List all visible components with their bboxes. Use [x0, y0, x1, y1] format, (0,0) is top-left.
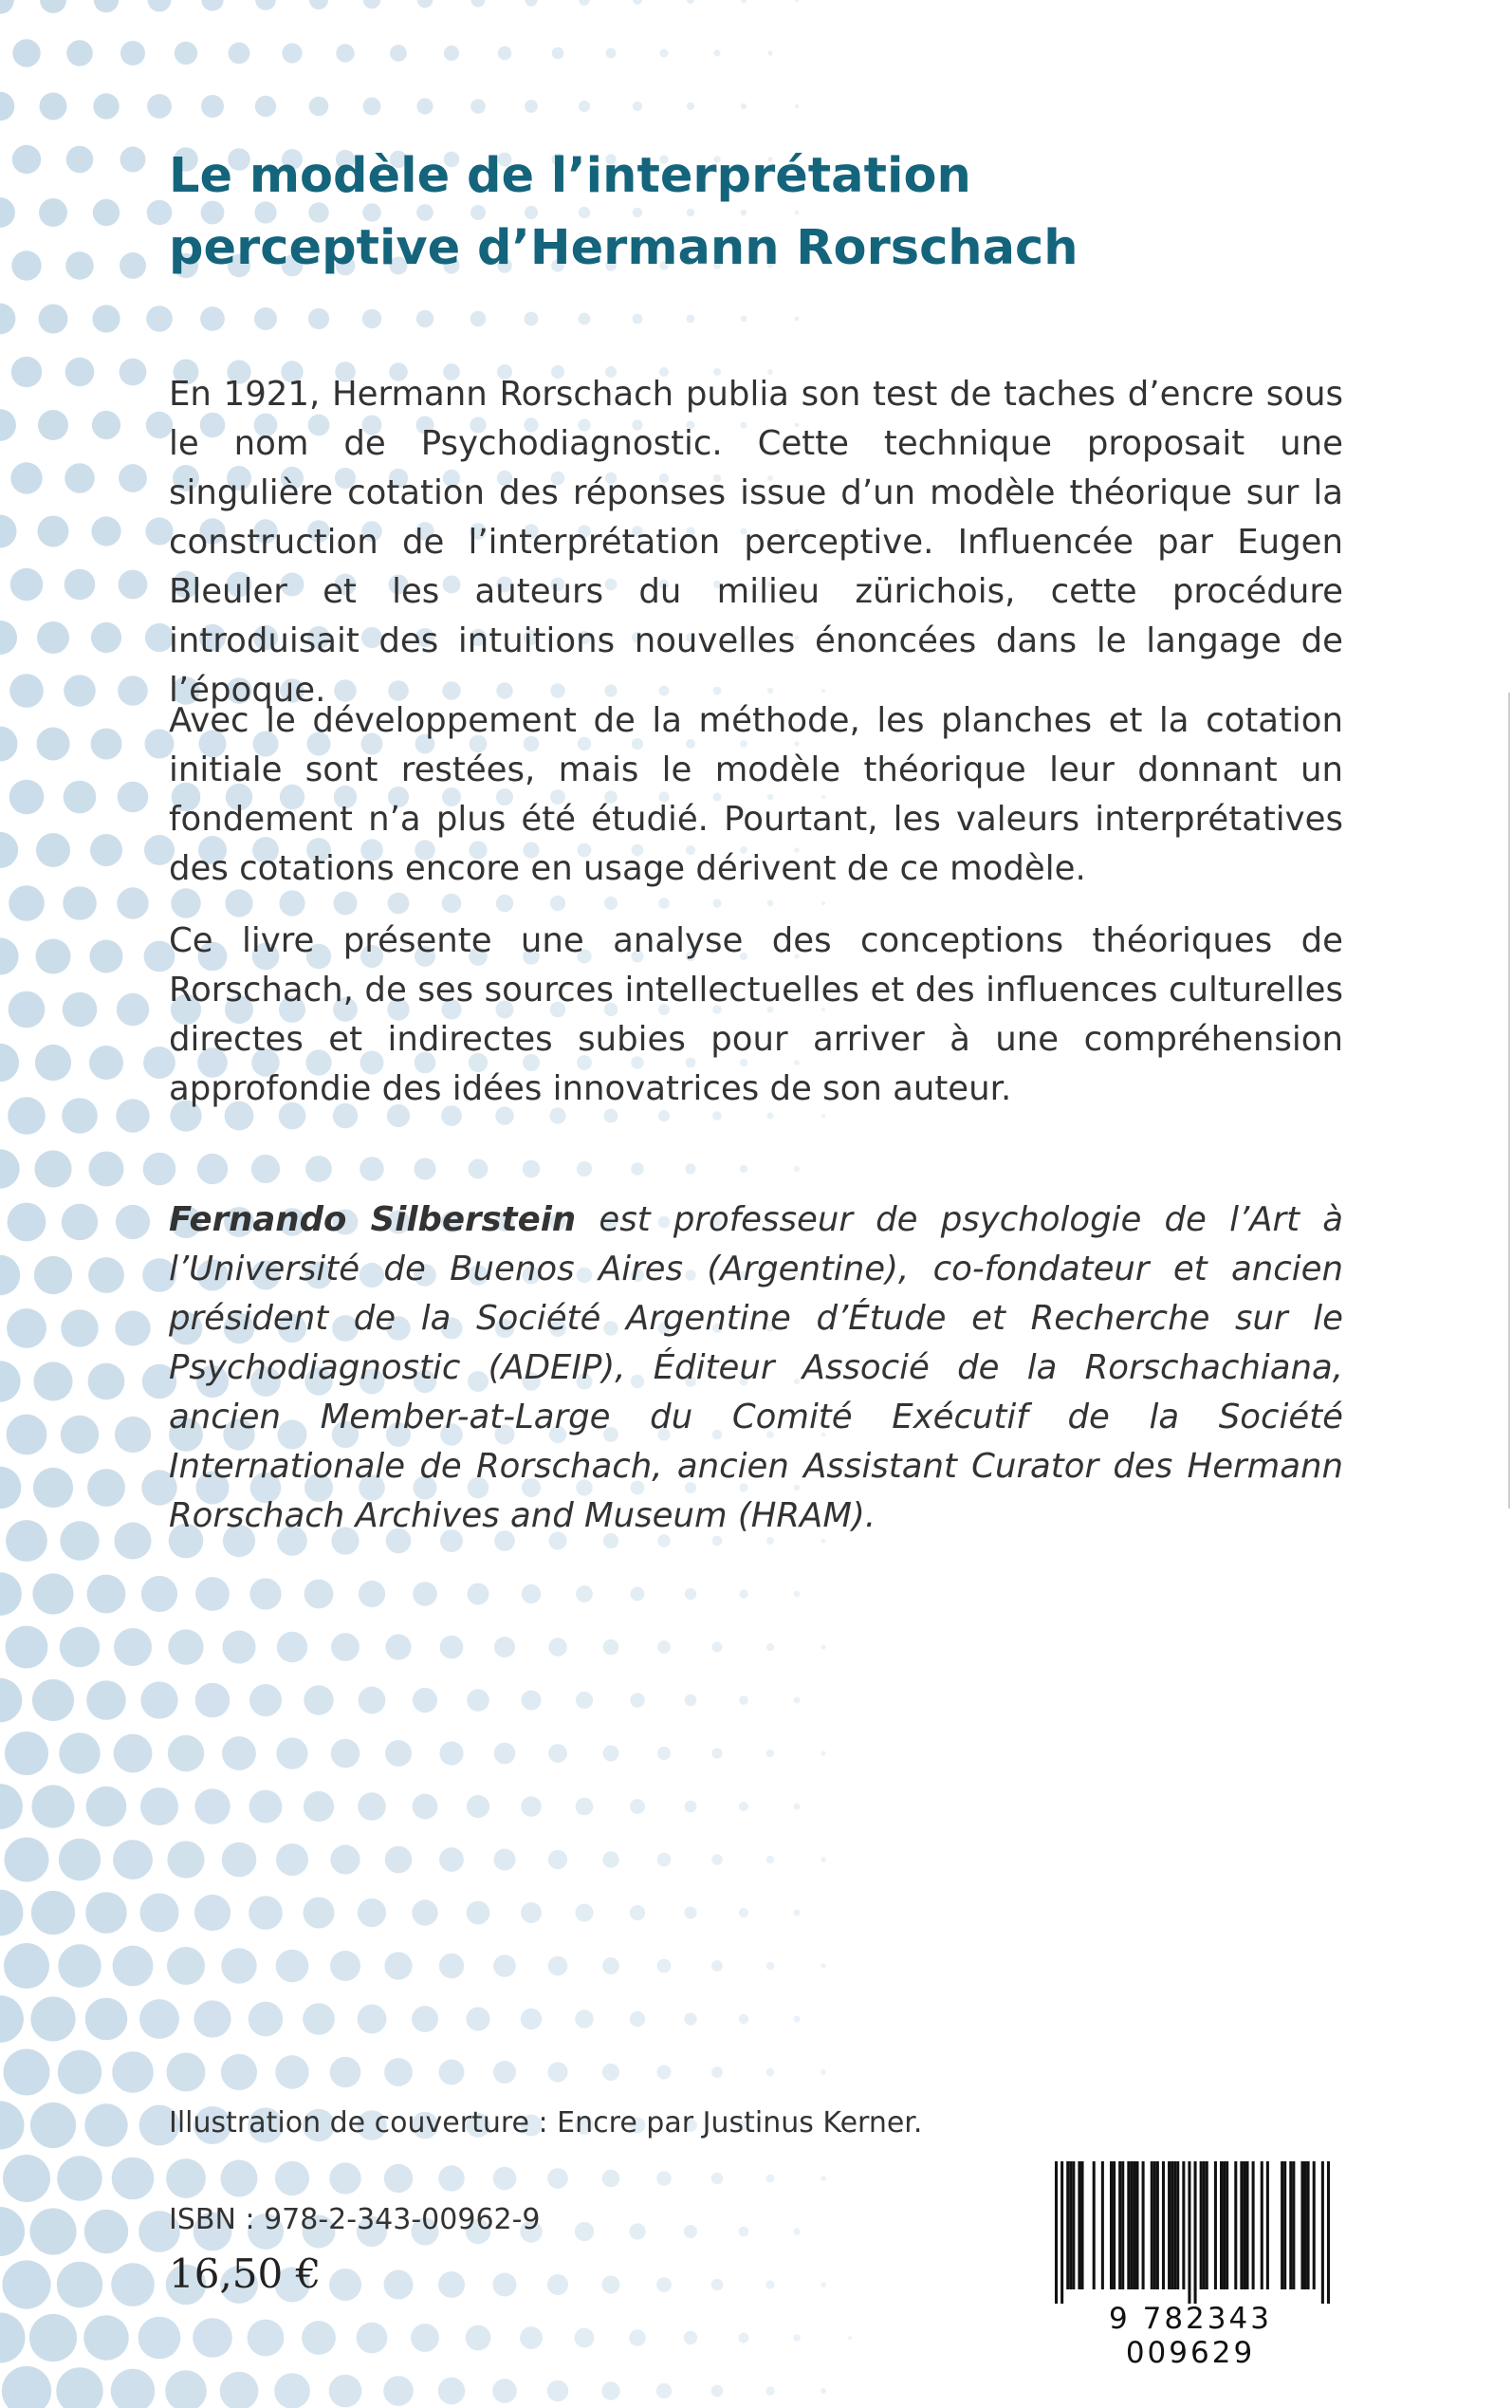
spine-edge-line — [1508, 693, 1510, 1509]
book-title — [169, 140, 1383, 285]
summary-paragraph-1: En 1921, Hermann Rorschach publia son test de taches d’encre sous le nom de Psychodiagnostic. Cette technique proposait une singulière cotation des réponses issue d’un modèle théorique sur la construction de l’interprétation perceptive. Influencée par Eugen Bleuler et les auteurs du milieu zürichois, cette procédure introduisait des intuitions nouvelles énoncées dans le langage de l’époque. — [169, 375, 1343, 710]
author-name: Fernando Silberstein — [169, 1200, 577, 1239]
summary-paragraph-3: Ce livre présente une analyse des conceptions théoriques de Rorschach, de ses sources intellectuelles et des influences culturelles directes et indirectes subies pour arriver à une compréhension approfondie des idées innovatrices de son auteur. — [169, 921, 1343, 1108]
title-line-2: perceptive d’Hermann Rorschach — [169, 220, 1079, 276]
price: 16,50 € — [169, 2251, 322, 2297]
summary-paragraph-2: Avec le développement de la méthode, les planches et la cotation initiale sont restées, mais le modèle théorique leur donnant un fondement n’a plus été étudié. Pourtant, les valeurs interprétatives des cotations encore en usage dérivent de ce modèle. — [169, 701, 1343, 888]
author-bio — [169, 1195, 1343, 1541]
cover-illustration-credit: Illustration de couverture : Encre par Justinus Kerner. — [169, 2106, 923, 2139]
barcode — [1043, 2152, 1337, 2370]
barcode-digits: 9 782343 009629 — [1109, 2302, 1272, 2370]
author-bio-text: est professeur de psychologie de l’Art à l’Université de Buenos Aires (Argentine), co-fondateur et ancien président de la Société Argentine d’Étude et Recherche sur le Psychodiagnostic (ADEIP), Éditeur Associé de la Rorschachiana, ancien Member-at-Large du Comité Exécutif de la Société Internationale de Rorschach, ancien Assistant Curator des Hermann Rorschach Archives and Museum (HRAM). — [169, 1200, 1343, 1535]
isbn: ISBN : 978-2-343-00962-9 — [169, 2203, 541, 2236]
title-line-1: Le modèle de l’interprétation — [169, 148, 971, 204]
barcode-bars — [1055, 2161, 1330, 2304]
